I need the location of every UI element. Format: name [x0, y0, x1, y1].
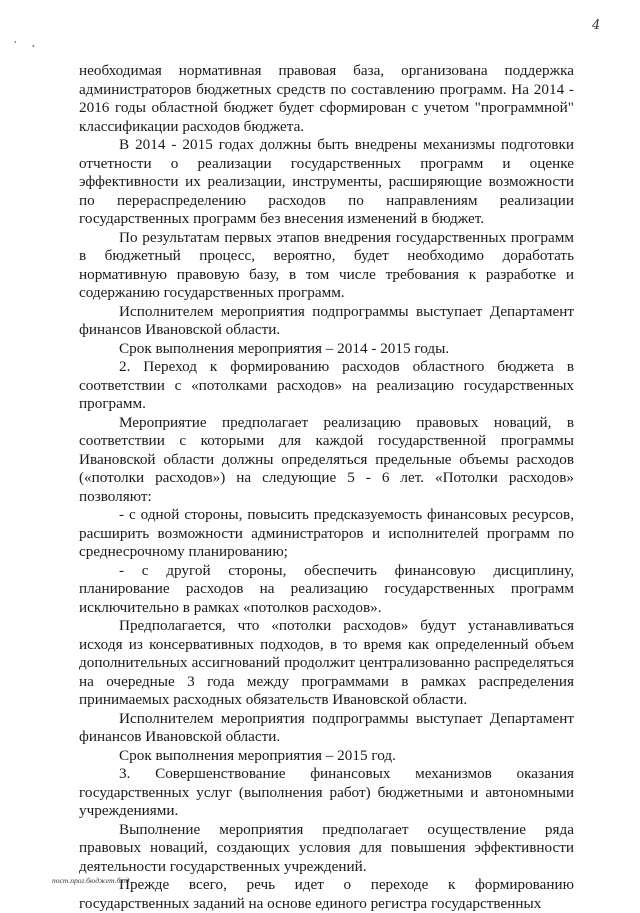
- paragraph: По результатам первых этапов внедрения государственных программ в бюджетный процесс, вероятно, будет необходимо доработать нормативную правовую базу, в том числе требования к разработке и содержанию государственных программ.: [79, 228, 574, 301]
- paragraph: Выполнение мероприятия предполагает осуществление ряда правовых новаций, создающих условия для повышения эффективности деятельности государственных учреждений.: [79, 820, 574, 875]
- paragraph: Мероприятие предполагает реализацию правовых новаций, в соответствии с которыми для каждой государственной программы Ивановской области должны определяться предельные объемы расходов («потолки расходов») на следующие 5 - 6 лет. «Потолки расходов» позволяют:: [79, 413, 574, 505]
- list-item: - с одной стороны, повысить предсказуемость финансовых ресурсов, расширить возможности администраторов и исполнителей программ по среднесрочному планированию;: [79, 506, 574, 560]
- paragraph: Предполагается, что «потолки расходов» будут устанавливаться исходя из консервативных подходов, в то время как определенный объем дополнительных ассигнований продолжит централизованно распределяться на очередные 3 года между программами в рамках распределения принимаемых расходных обязательств Ивановской области.: [79, 617, 574, 708]
- paragraph: Срок выполнения мероприятия – 2014 - 2015 годы.: [119, 339, 450, 357]
- scan-mark: ,: [14, 34, 17, 45]
- paragraph: В 2014 - 2015 годах должны быть внедрены механизмы подготовки отчетности о реализации государственных программ и оценке эффективности их реализации, инструменты, расширяющие возможности по перераспределению расходов по направлениям реализации государственных программ без внесения изменений в бюджет.: [79, 136, 574, 227]
- paragraph: 2. Переход к формированию расходов областного бюджета в соответствии с «потолками расходов» на реализацию государственных программ.: [79, 358, 574, 412]
- paragraph: необходимая нормативная правовая база, организована поддержка администраторов бюджетных средств по составлению программ. На 2014 - 2016 годы областной бюджет будет сформирован с учетом "программной" классификации расходов бюджета.: [79, 62, 574, 135]
- paragraph: 3. Совершенствование финансовых механизмов оказания государственных услуг (выполнения работ) бюджетными и автономными учреждениями.: [79, 765, 574, 819]
- page-number: 4: [592, 18, 601, 33]
- list-item: - с другой стороны, обеспечить финансовую дисциплину, планирование расходов на реализацию государственных программ исключительно в рамках «потолков расходов».: [79, 561, 574, 616]
- scan-mark-dot: •: [32, 42, 35, 51]
- paragraph: Прежде всего, речь идет о переходе к формированию государственных заданий на основе единого регистра государственных: [79, 876, 574, 912]
- paragraph: Срок выполнения мероприятия – 2015 год.: [119, 746, 396, 764]
- document-body: [79, 62, 574, 913]
- file-path-note: пост.прог.бюджет.бюд: [52, 876, 130, 885]
- paragraph: Исполнителем мероприятия подпрограммы выступает Департамент финансов Ивановской области.: [79, 709, 574, 745]
- paragraph: Исполнителем мероприятия подпрограммы выступает Департамент финансов Ивановской области.: [79, 302, 574, 338]
